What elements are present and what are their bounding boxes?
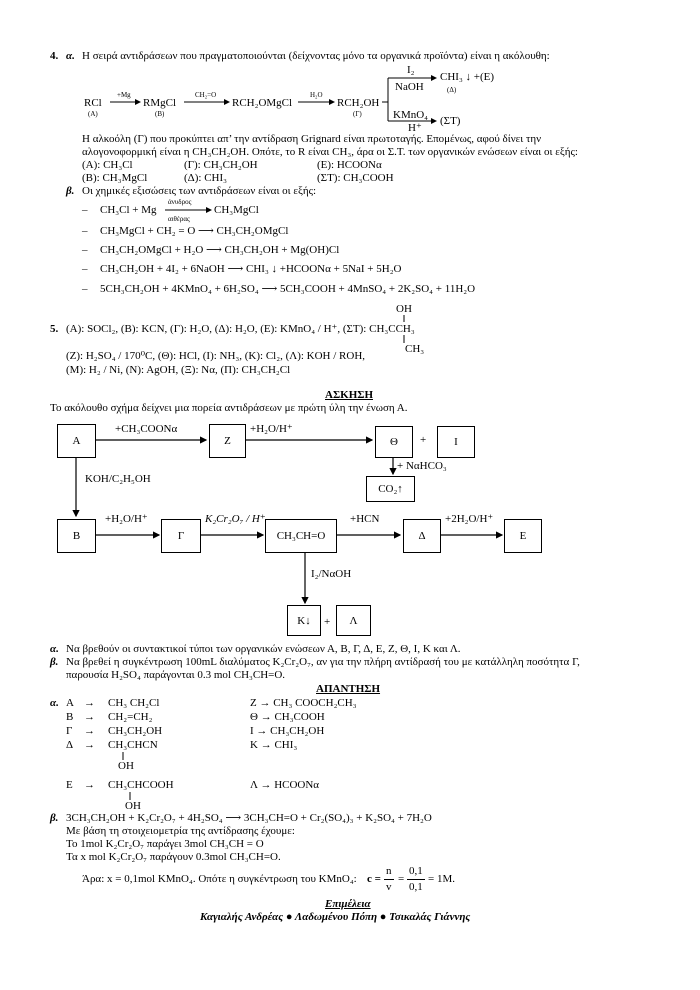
- q5-line3: (M): H₂ / Ni, (N): AgOH, (Ξ): Nα, (Π): CH₃CH₂Cl: [66, 364, 291, 376]
- answer-arrow-d: →: [84, 739, 95, 751]
- exercise-qb-line2: παρουσία H₂SO₄ παράγονται 0.3 mol CH₃CH=O.: [66, 669, 286, 681]
- q4-eq3-dash: –: [82, 244, 88, 256]
- q4-eq3: CH₃CH₂OMgCl + H₂O ⟶ CH₃CH₂OH + Mg(OH)Cl: [100, 244, 340, 256]
- scheme-mg: +Mg: [117, 91, 131, 99]
- scheme-rmgcl: RMgCl: [143, 97, 177, 109]
- q5-oh: OH: [396, 303, 412, 315]
- scheme-ch2o: CH₂=O: [195, 91, 217, 99]
- exercise-qa-label: α.: [50, 643, 59, 655]
- label-nahco3: + NαHCO₃: [397, 460, 447, 472]
- co2-box: CO₂↑: [366, 476, 415, 502]
- q4-compound-a: (A): CH₃Cl: [82, 159, 133, 171]
- answer-final-text: Άρα: x = 0,1mol KMnO₄. Οπότε η συγκέντρωση του KMnO₄:: [82, 873, 357, 885]
- answer-val-e: CH₃CHCOOH: [108, 779, 174, 791]
- q4-compound-b: (B): CH₃MgCl: [82, 172, 148, 184]
- q4-eq2-dash: –: [82, 225, 88, 237]
- scheme-rcl-tag: (A): [88, 110, 98, 118]
- q4-eq1-below: αιθέρας: [168, 215, 190, 223]
- answer-oh-e: OH: [125, 800, 141, 812]
- answer-arrow-b: →: [84, 711, 95, 723]
- label-plus-2: +: [324, 616, 331, 628]
- q4-compound-d: (Δ): CHI₃: [184, 172, 227, 184]
- scheme-rch2omgcl: RCH₂OMgCl: [232, 97, 293, 109]
- answer-c-eq: c =: [367, 873, 381, 885]
- answer-key-d: Δ: [66, 739, 74, 751]
- label-h2o-h-2: +H₂O/H⁺: [105, 513, 148, 525]
- exercise-title: ΑΣΚΗΣΗ: [325, 389, 373, 401]
- answer-line1: Με βάση τη στοιχειομετρία της αντίδρασης έχουμε:: [66, 825, 295, 837]
- answer-eq: 3CH₃CH₂OH + K₂Cr₂O₇ + 4H₂SO₄ ⟶ 3CH₃CH=O + Cr₂(SO₄)₃ + K₂SO₄ + 7H₂O: [66, 812, 432, 824]
- compound-i-box: I: [437, 426, 475, 458]
- exercise-qa: Να βρεθούν οι συντακτικοί τύποι των οργανικών ενώσεων Α, Β, Γ, Δ, Ε, Ζ, Θ, Ι, Κ και Λ.: [66, 643, 461, 655]
- answer-z: Z → CH₃ COOCH₂CH₃: [250, 697, 357, 709]
- answer-key-a: A: [66, 697, 74, 709]
- q5-line2: (Z): H₂SO₄ / 170⁰C, (Θ): HCl, (I): NH₃, (K): Cl₂, (Λ): KOH / ROH,: [66, 350, 366, 362]
- footer-epimeleia: Επιμέλεια: [325, 898, 371, 910]
- compound-k-box: K↓: [287, 605, 321, 636]
- scheme-rcl: RCl: [84, 97, 102, 109]
- answer-k: K → CHI₃: [250, 739, 298, 751]
- scheme-st: (ΣΤ): [440, 115, 461, 127]
- answer-eq-sign: =: [398, 873, 405, 885]
- q5-number: 5.: [50, 323, 59, 335]
- acetaldehyde-box: CH₃CH=O: [265, 519, 337, 553]
- compound-l-box: Λ: [336, 605, 371, 636]
- answer-key-e: E: [66, 779, 73, 791]
- answer-title: ΑΠΑΝΤΗΣΗ: [316, 683, 381, 695]
- fraction-bar-2: [407, 879, 425, 880]
- answer-i: I → CH₃CH₂OH: [250, 725, 325, 737]
- footer-authors: Καγιαλής Ανδρέας ● Λαδωμένου Πόπη ● Τσικαλάς Γιάννης: [200, 911, 471, 923]
- label-plus-1: +: [420, 434, 427, 446]
- label-i2-naoh: I₂/NαOH: [311, 568, 352, 580]
- scheme-chi3-tag: (Δ): [447, 86, 457, 94]
- q4-para-line1: Η αλκοόλη (Γ) που προκύπτει απ’ την αντίδραση Grignard είναι πρωτοταγής. Επομένως, αφού δίνει την: [82, 133, 542, 145]
- q4-number: 4.: [50, 50, 59, 62]
- answer-a-label: α.: [50, 697, 59, 709]
- answer-key-b: B: [66, 711, 74, 723]
- answer-key-g: Γ: [66, 725, 73, 737]
- answer-oh-d: OH: [118, 760, 134, 772]
- q4-eq1-dash: –: [82, 204, 88, 216]
- fraction-n: n: [386, 865, 392, 877]
- answer-arrow-e: →: [84, 779, 95, 791]
- label-hcn: +HCN: [350, 513, 380, 525]
- q4-b-intro: Οι χημικές εξισώσεις των αντιδράσεων είναι οι εξής:: [82, 185, 317, 197]
- q4-eq1-above: άνυδρος: [168, 198, 192, 206]
- answer-l: Λ → HCOONα: [250, 779, 320, 791]
- q4-b-label: β.: [66, 185, 75, 197]
- exercise-qb-label: β.: [50, 656, 59, 668]
- q5-ch3: CH₃: [405, 343, 425, 355]
- scheme-rch2oh: RCH₂OH: [337, 97, 380, 109]
- label-k2cr2o7: K₂Cr₂O₇ / H⁺: [205, 513, 266, 525]
- label-ch3coona: +CH₃COONα: [115, 423, 178, 435]
- q4-para-line2: αλογονοφορμική είναι η CH₃CH₂OH. Οπότε, το R είναι CH₃, άρα οι Σ.Τ. των οργανικών ενώσεων είναι οι εξής:: [82, 146, 578, 158]
- q4-eq5: 5CH₃CH₂OH + 4KMnO₄ + 6H₂SO₄ ⟶ 5CH₃COOH + 4MnSO₄ + 2K₂SO₄ + 11H₂O: [100, 283, 476, 295]
- compound-a-box: A: [57, 424, 96, 458]
- compound-b-box: B: [57, 519, 96, 553]
- answer-line3: Τα x mol K₂Cr₂O₇ παράγουν 0.3mol CH₃CH=O.: [66, 851, 281, 863]
- compound-z-box: Z: [209, 424, 246, 458]
- answer-val-g: CH₃CH₂OH: [108, 725, 163, 737]
- answer-val-d: CH₃CHCN: [108, 739, 158, 751]
- q4-compound-g: (Γ): CH₃CH₂OH: [184, 159, 258, 171]
- fraction-den: 0,1: [409, 881, 423, 893]
- scheme-naoh: NaOH: [395, 81, 424, 93]
- answer-arrow-g: →: [84, 725, 95, 737]
- q4-compound-e: (E): HCOONα: [317, 159, 382, 171]
- q4-intro: Η σειρά αντιδράσεων που πραγματοποιούνται (δείχνοντας μόνο τα οργανικά προϊόντα) είναι η ακόλουθη:: [82, 50, 550, 62]
- answer-arrow-a: →: [84, 697, 95, 709]
- answer-line2: Το 1mol K₂Cr₂O₇ παράγει 3mol CH₃CH = O: [66, 838, 264, 850]
- answer-result: = 1M.: [428, 873, 455, 885]
- q4-eq5-dash: –: [82, 283, 88, 295]
- compound-e-box: E: [504, 519, 542, 553]
- exercise-qb-line1: Να βρεθεί η συγκέντρωση 100mL διαλύματος K₂Cr₂O₇, αν για την πλήρη αντίδρασή του με κατάλληλη ποσότητα Γ,: [66, 656, 580, 668]
- fraction-v: v: [386, 881, 392, 893]
- fraction-num: 0,1: [409, 865, 423, 877]
- q4-eq1-left: CH₃Cl + Mg: [100, 204, 157, 216]
- compound-g-box: Γ: [161, 519, 201, 553]
- q4-eq1-right: CH₃MgCl: [214, 204, 259, 216]
- label-koh: KOH/C₂H₅OH: [85, 473, 151, 485]
- q4-eq2: CH₃MgCl + CH₂ = O ⟶ CH₃CH₂OMgCl: [100, 225, 289, 237]
- fraction-bar-1: [384, 879, 394, 880]
- answer-b-label: β.: [50, 812, 59, 824]
- scheme-rmgcl-tag: (B): [155, 110, 165, 118]
- q5-line1: (A): SOCl₂, (B): KCN, (Γ): H₂O, (Δ): H₂O, (E): KMnO₄ / H⁺, (ΣΤ): CH₃CCH₃: [66, 323, 415, 335]
- answer-theta: Θ → CH₃COOH: [250, 711, 325, 723]
- q4-a-label: α.: [66, 50, 75, 62]
- compound-theta-box: Θ: [375, 426, 413, 458]
- scheme-i2: I₂: [407, 64, 415, 76]
- label-h2o-h-3: +2H₂O/H⁺: [445, 513, 494, 525]
- scheme-rch2oh-tag: (Γ): [353, 110, 362, 118]
- scheme-kmno4: KMnO₄: [393, 109, 429, 121]
- label-h2o-h-1: +H₂O/H⁺: [250, 423, 293, 435]
- compound-d-box: Δ: [403, 519, 441, 553]
- answer-val-a: CH₃ CH₂Cl: [108, 697, 160, 709]
- scheme-hplus: H⁺: [408, 122, 422, 134]
- q4-compound-st: (ΣΤ): CH₃COOH: [317, 172, 394, 184]
- scheme-chi3: CHI₃ ↓ +(E): [440, 71, 495, 83]
- exercise-intro: Το ακόλουθο σχήμα δείχνει μια πορεία αντιδράσεων με πρώτη ύλη την ένωση Α.: [50, 402, 408, 414]
- q4-eq4-dash: –: [82, 263, 88, 275]
- q4-eq4: CH₃CH₂OH + 4I₂ + 6NaOH ⟶ CHI₃ ↓ +HCOONα + 5NaI + 5H₂O: [100, 263, 402, 275]
- scheme-h2o: H₂O: [310, 91, 323, 99]
- answer-val-b: CH₂=CH₂: [108, 711, 153, 723]
